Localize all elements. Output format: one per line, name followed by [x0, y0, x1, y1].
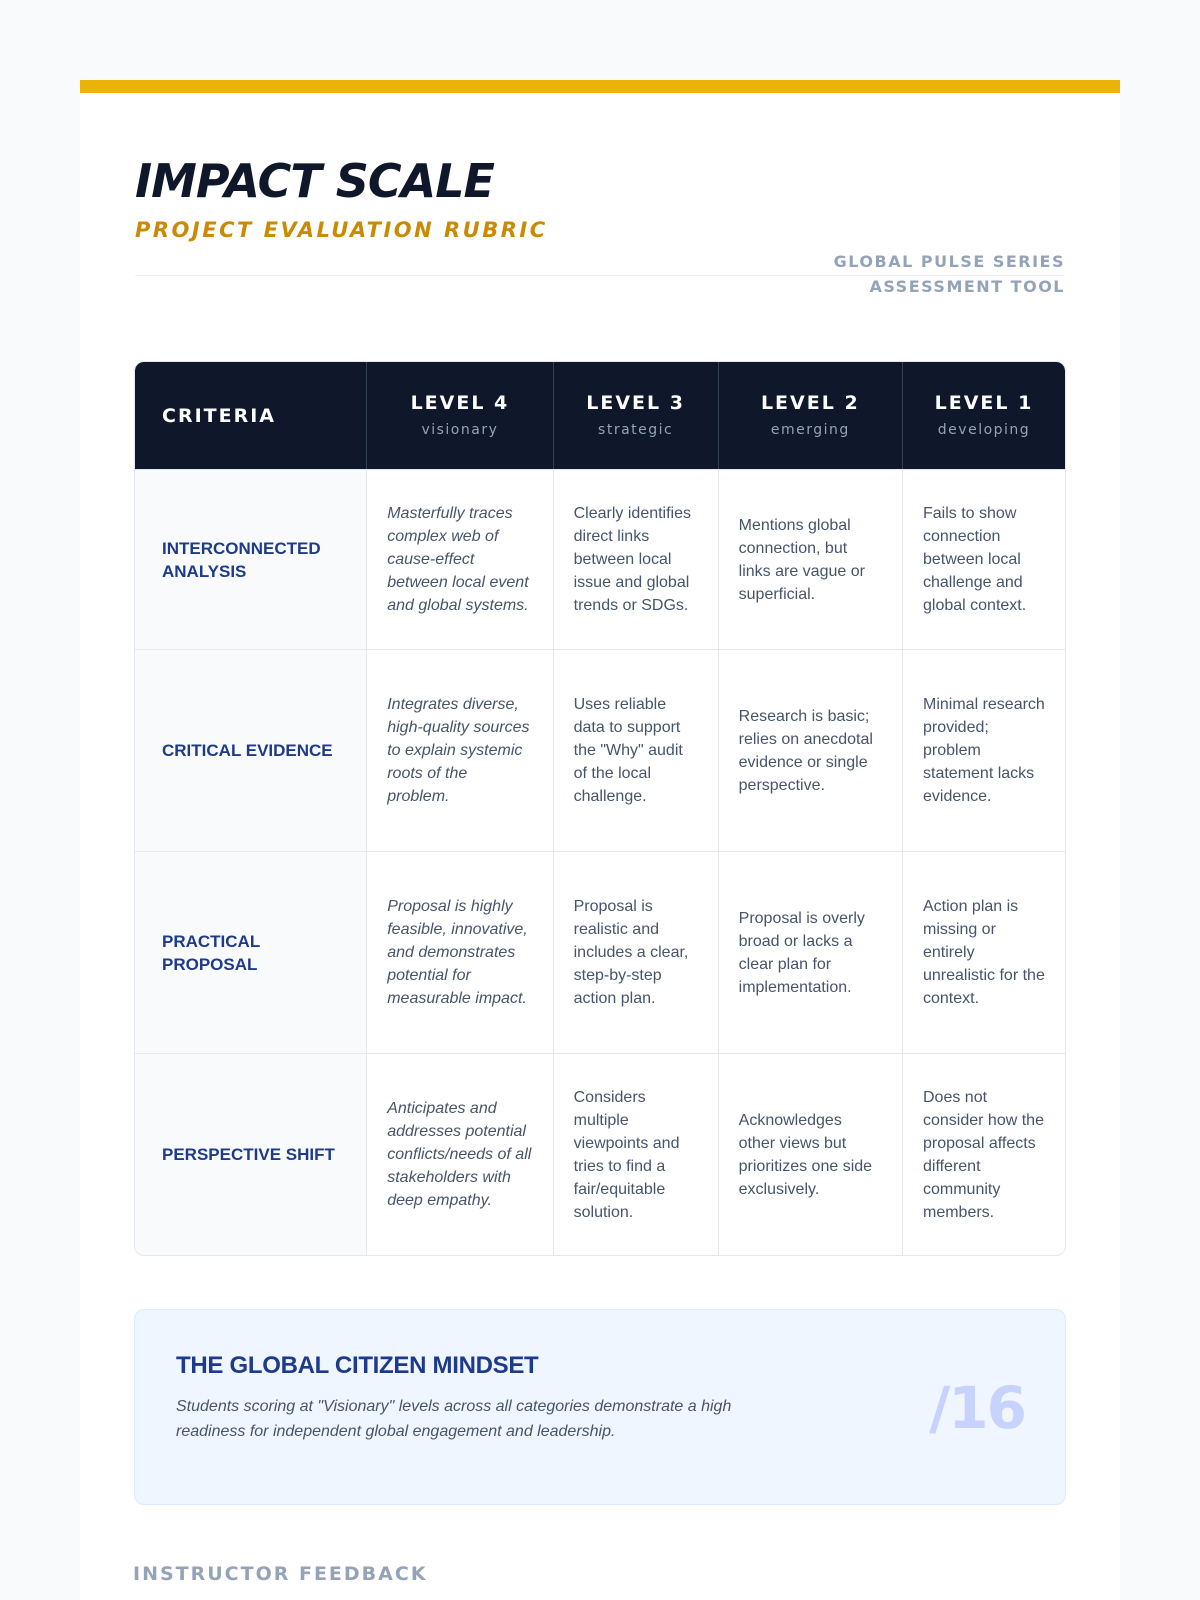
level-2-label: LEVEL 2 [760, 392, 860, 414]
level-1-cell: Fails to show connection between local challenge and global context. [902, 469, 1065, 649]
level-2-cell: Research is basic; relies on anecdotal evidence or single perspective. [718, 649, 902, 851]
table-row [135, 469, 1065, 649]
level-2-cell: Acknowledges other views but prioritizes one side exclusively. [718, 1053, 902, 1255]
level-3-cell: Uses reliable data to support the "Why" audit of the local challenge. [553, 649, 718, 851]
page-subtitle: PROJECT EVALUATION RUBRIC [135, 218, 548, 242]
level-1-label: LEVEL 1 [934, 392, 1034, 414]
level-4-cell: Masterfully traces complex web of cause-effect between local event and global systems. [366, 469, 552, 649]
level-1-cell: Minimal research provided; problem statement lacks evidence. [902, 649, 1065, 851]
level-3-header [553, 362, 718, 469]
series-label [834, 249, 1065, 299]
total-score-label: /16 [929, 1374, 1025, 1442]
series-line-2: ASSESSMENT TOOL [869, 277, 1065, 296]
level-1-sublabel: developing [937, 422, 1031, 438]
level-3-cell: Considers multiple viewpoints and tries to find a fair/equitable solution. [553, 1053, 718, 1255]
criterion-cell: PRACTICAL PROPOSAL [135, 851, 366, 1053]
level-2-cell: Mentions global connection, but links are vague or superficial. [718, 469, 902, 649]
page-title: IMPACT SCALE [135, 154, 494, 208]
table-row [135, 649, 1065, 851]
series-line-1: GLOBAL PULSE SERIES [833, 252, 1065, 271]
level-4-cell: Proposal is highly feasible, innovative, and demonstrates potential for measurable impact. [366, 851, 552, 1053]
rubric-table [134, 361, 1066, 1256]
mindset-description: Students scoring at "Visionary" levels across all categories demonstrate a high readiness for independent global engagement and leadership. [176, 1398, 732, 1440]
rubric-header-row [135, 362, 1065, 469]
table-row [135, 1053, 1065, 1255]
level-3-label: LEVEL 3 [586, 392, 685, 414]
level-3-sublabel: strategic [598, 422, 674, 438]
level-4-cell: Anticipates and addresses potential conflicts/needs of all stakeholders with deep empathy. [366, 1053, 552, 1255]
level-1-cell: Does not consider how the proposal affects different community members. [902, 1053, 1065, 1255]
level-2-cell: Proposal is overly broad or lacks a clear plan for implementation. [718, 851, 902, 1053]
mindset-title: THE GLOBAL CITIZEN MINDSET [176, 1352, 539, 1379]
rubric-sheet [80, 80, 1120, 1600]
level-3-cell: Clearly identifies direct links between local issue and global trends or SDGs. [553, 469, 718, 649]
mindset-callout [134, 1309, 1066, 1505]
level-4-header [366, 362, 552, 469]
table-row [135, 851, 1065, 1053]
level-3-cell: Proposal is realistic and includes a clear, step-by-step action plan. [553, 851, 718, 1053]
instructor-feedback-heading: INSTRUCTOR FEEDBACK [133, 1563, 428, 1585]
level-1-cell: Action plan is missing or entirely unrealistic for the context. [902, 851, 1065, 1053]
level-1-header [902, 362, 1065, 469]
level-2-header [718, 362, 902, 469]
page-header [135, 151, 1065, 296]
level-4-cell: Integrates diverse, high-quality sources to explain systemic roots of the problem. [366, 649, 552, 851]
criteria-header: CRITERIA [135, 362, 366, 469]
level-4-label: LEVEL 4 [410, 392, 510, 414]
level-4-sublabel: visionary [421, 422, 499, 438]
criterion-cell: PERSPECTIVE SHIFT [135, 1053, 366, 1255]
criterion-cell: INTERCONNECTED ANALYSIS [135, 469, 366, 649]
level-2-sublabel: emerging [770, 422, 850, 438]
criterion-cell: CRITICAL EVIDENCE [135, 649, 366, 851]
